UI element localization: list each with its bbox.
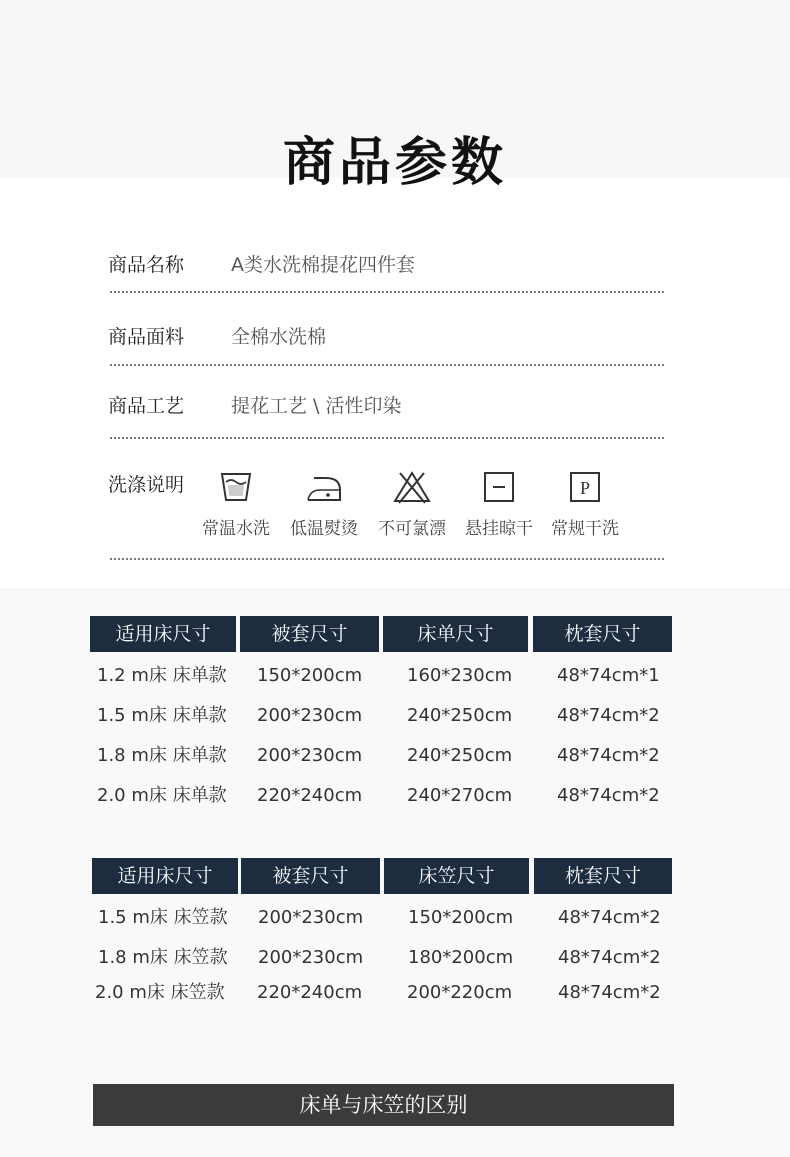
table-cell: 200*220cm (407, 982, 513, 1003)
table-cell: 2.0 m床 床笠款 (95, 982, 225, 1003)
dotted-divider (110, 364, 664, 366)
table-header-cell: 床单尺寸 (383, 616, 528, 652)
table-cell: 220*240cm (257, 982, 363, 1003)
table-header-cell: 枕套尺寸 (533, 616, 672, 652)
dotted-divider (110, 291, 664, 293)
wash-item-dry-clean (540, 470, 630, 539)
dotted-divider (110, 437, 664, 439)
table-cell: 48*74cm*2 (557, 745, 660, 766)
table-cell: 150*200cm (408, 907, 514, 928)
wash-item-no-bleach (367, 470, 457, 539)
table-header-cell: 适用床尺寸 (92, 858, 238, 894)
param-value: A类水洗棉提花四件套 (231, 254, 415, 276)
table-cell: 1.8 m床 床单款 (97, 745, 227, 766)
table-row (90, 744, 672, 768)
table-row (90, 664, 672, 688)
table-cell: 200*230cm (258, 947, 364, 968)
wash-item-label: 悬挂晾干 (465, 519, 533, 539)
table-cell: 200*230cm (257, 745, 363, 766)
no-bleach-icon (392, 470, 432, 504)
table-cell: 160*230cm (407, 665, 513, 686)
table-cell: 48*74cm*2 (557, 705, 660, 726)
line-dry-icon (479, 470, 519, 504)
wash-item-label: 常规干洗 (551, 519, 619, 539)
wash-item-normal (191, 470, 281, 539)
table-cell: 1.5 m床 床单款 (97, 705, 227, 726)
param-label: 商品面料 (108, 326, 185, 348)
table-header (90, 616, 672, 652)
page-title: 商品参数 (282, 133, 507, 193)
table-cell: 2.0 m床 床单款 (97, 785, 227, 806)
table-cell: 48*74cm*1 (557, 665, 660, 686)
wash-label: 洗涤说明 (108, 474, 185, 496)
table-cell: 48*74cm*2 (558, 907, 661, 928)
table-cell: 240*250cm (407, 745, 513, 766)
difference-section-title: 床单与床笠的区别 (93, 1084, 674, 1126)
table-cell: 200*230cm (258, 907, 364, 928)
wash-item-iron (279, 470, 369, 539)
param-value: 提花工艺 \ 活性印染 (231, 395, 402, 417)
param-label: 商品名称 (108, 254, 185, 276)
table-row (90, 981, 672, 1005)
table-cell: 150*200cm (257, 665, 363, 686)
table-header-cell: 枕套尺寸 (534, 858, 672, 894)
table-header-cell: 被套尺寸 (240, 616, 379, 652)
wash-item-label: 常温水洗 (202, 519, 270, 539)
dry-clean-letter: P (579, 478, 591, 498)
table-row (90, 946, 672, 970)
table-cell: 48*74cm*2 (557, 785, 660, 806)
table-cell: 180*200cm (408, 947, 514, 968)
table-header-cell: 被套尺寸 (241, 858, 380, 894)
wash-tub-icon (216, 470, 256, 504)
table-row (90, 704, 672, 728)
wash-item-label: 不可氯漂 (378, 519, 446, 539)
iron-icon (304, 470, 344, 504)
table-header-cell: 适用床尺寸 (90, 616, 236, 652)
table-cell: 1.5 m床 床笠款 (98, 907, 228, 928)
table-cell: 220*240cm (257, 785, 363, 806)
table-cell: 240*270cm (407, 785, 513, 806)
table-cell: 1.8 m床 床笠款 (98, 947, 228, 968)
table-row (90, 906, 672, 930)
table-cell: 1.2 m床 床单款 (97, 665, 227, 686)
table-cell: 240*250cm (407, 705, 513, 726)
dotted-divider (110, 558, 664, 560)
table-header-cell: 床笠尺寸 (384, 858, 529, 894)
param-value: 全棉水洗棉 (231, 326, 327, 348)
table-row (90, 784, 672, 808)
dry-clean-icon (565, 470, 605, 504)
wash-item-line-dry (454, 470, 544, 539)
wash-item-label: 低温熨烫 (290, 519, 358, 539)
table-cell: 48*74cm*2 (558, 947, 661, 968)
param-label: 商品工艺 (108, 395, 185, 417)
table-cell: 48*74cm*2 (558, 982, 661, 1003)
table-cell: 200*230cm (257, 705, 363, 726)
table-header (90, 858, 672, 894)
